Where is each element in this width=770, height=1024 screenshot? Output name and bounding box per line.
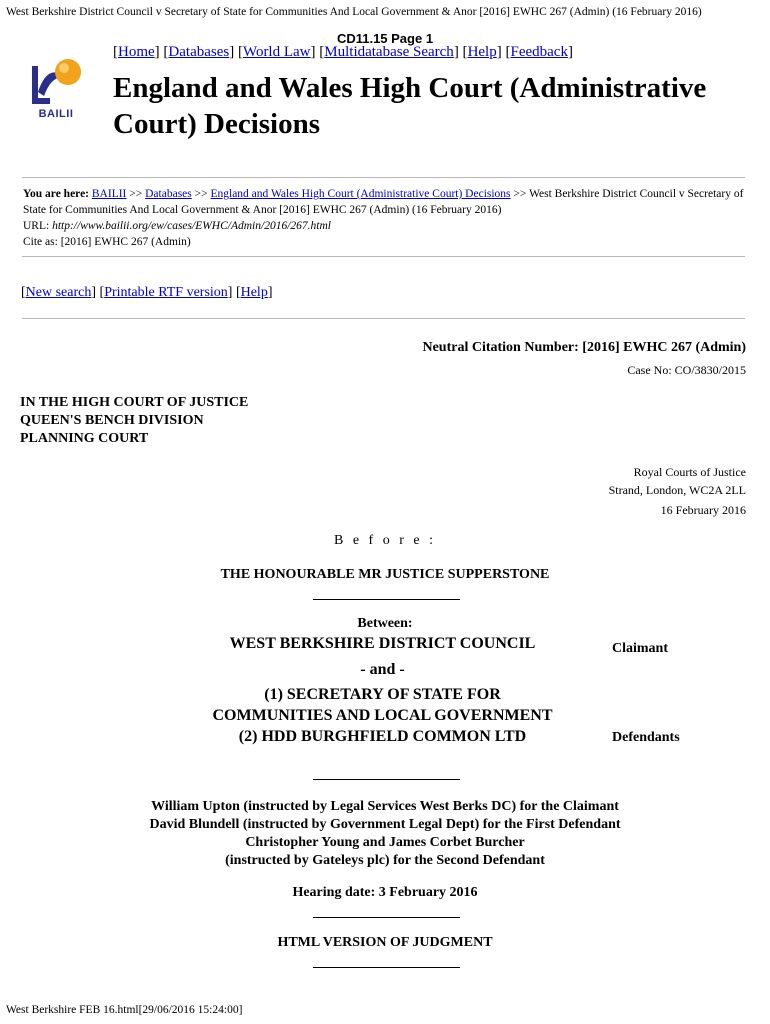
court-line: IN THE HIGH COURT OF JUSTICE — [20, 395, 249, 410]
before-label: B e f o r e : — [334, 533, 436, 548]
document-header: West Berkshire District Council v Secretary of State for Communities And Local Government & Anor [2016] EWHC 267 (Admin) (16 February 2016) — [6, 6, 702, 18]
judgment-date: 16 February 2016 — [660, 503, 746, 517]
breadcrumb-databases-link[interactable]: Databases — [145, 188, 192, 200]
document-footer: West Berkshire FEB 16.html[29/06/2016 15:24:00] — [6, 1004, 243, 1016]
separator-line — [313, 779, 460, 780]
divider — [22, 177, 745, 178]
breadcrumb-court-link[interactable]: England and Wales High Court (Administrative Court) Decisions — [210, 188, 511, 200]
separator-line — [313, 599, 460, 600]
breadcrumb-separator: >> — [194, 188, 208, 200]
defendant-line: (1) SECRETARY OF STATE FOR — [264, 686, 501, 703]
judge-name: THE HONOURABLE MR JUSTICE SUPPERSTONE — [220, 567, 550, 582]
defendant-line: (2) HDD BURGHFIELD COMMON LTD — [238, 728, 527, 745]
court-address — [609, 463, 746, 519]
claimant-role: Claimant — [612, 641, 668, 656]
new-search-link[interactable]: New search — [25, 285, 92, 300]
nav-multidatabase-search-link[interactable]: Multidatabase Search — [324, 44, 454, 60]
url-value: http://www.bailii.org/ew/cases/EWHC/Admin/2016/267.html — [52, 220, 331, 232]
address-line: Royal Courts of Justice — [633, 465, 746, 479]
breadcrumb-separator: >> — [513, 188, 527, 200]
court-line: QUEEN'S BENCH DIVISION — [20, 413, 204, 428]
separator-line — [313, 917, 460, 918]
tools-bar: [New search] [Printable RTF version] [Help] — [21, 285, 273, 300]
nav-feedback-link[interactable]: Feedback — [510, 44, 568, 60]
case-number: Case No: CO/3830/2015 — [627, 363, 746, 377]
hearing-date: Hearing date: 3 February 2016 — [292, 885, 478, 900]
defendant-names — [160, 684, 605, 747]
breadcrumb-separator: >> — [129, 188, 143, 200]
cite-value: [2016] EWHC 267 (Admin) — [60, 236, 191, 248]
court-line: PLANNING COURT — [20, 431, 149, 446]
top-nav: [Home] [Databases] [World Law] [Multidatabase Search] [Help] [Feedback] — [113, 44, 573, 60]
address-line: Strand, London, WC2A 2LL — [608, 483, 746, 497]
counsel-line: (instructed by Gateleys plc) for the Second Defendant — [225, 853, 545, 868]
logo-text: BAILII — [38, 108, 74, 120]
nav-databases-link[interactable]: Databases — [168, 44, 230, 60]
court-heading — [20, 394, 248, 448]
page-stamp: CD11.15 Page 1 — [336, 31, 434, 46]
defendant-line: COMMUNITIES AND LOCAL GOVERNMENT — [212, 707, 553, 724]
judgment-version: HTML VERSION OF JUDGMENT — [277, 935, 493, 950]
and-separator: - and - — [360, 661, 405, 678]
cite-label: Cite as: — [23, 236, 58, 248]
breadcrumb-prefix: You are here: — [23, 188, 90, 200]
separator-line — [313, 967, 460, 968]
breadcrumb-current: West Berkshire District Council v Secretary of State for Communities And Local Government & Anor [2016] EWHC 267 (Admin) (16 February 2016) — [23, 188, 744, 216]
printable-rtf-link[interactable]: Printable RTF version — [104, 285, 228, 300]
tools-help-link[interactable]: Help — [240, 285, 268, 300]
page-title: England and Wales High Court (Administrative Court) Decisions — [113, 72, 707, 140]
defendant-role: Defendants — [612, 730, 680, 745]
breadcrumb — [23, 186, 745, 250]
neutral-citation: Neutral Citation Number: [2016] EWHC 267 (Admin) — [422, 340, 746, 355]
breadcrumb-bailii-link[interactable]: BAILII — [91, 188, 127, 200]
counsel-line: David Blundell (instructed by Government Legal Dept) for the First Defendant — [149, 817, 621, 832]
counsel-line: Christopher Young and James Corbet Burcher — [245, 835, 525, 850]
divider — [22, 318, 745, 319]
counsel-list — [0, 798, 770, 870]
nav-world-law-link[interactable]: World Law — [242, 44, 311, 60]
nav-help-link[interactable]: Help — [467, 44, 497, 60]
between-label: Between: — [357, 616, 413, 631]
nav-home-link[interactable]: Home — [118, 44, 155, 60]
url-label: URL: — [23, 220, 50, 232]
counsel-line: William Upton (instructed by Legal Services West Berks DC) for the Claimant — [151, 799, 619, 814]
claimant-name: WEST BERKSHIRE DISTRICT COUNCIL — [229, 635, 536, 652]
divider — [22, 256, 745, 257]
